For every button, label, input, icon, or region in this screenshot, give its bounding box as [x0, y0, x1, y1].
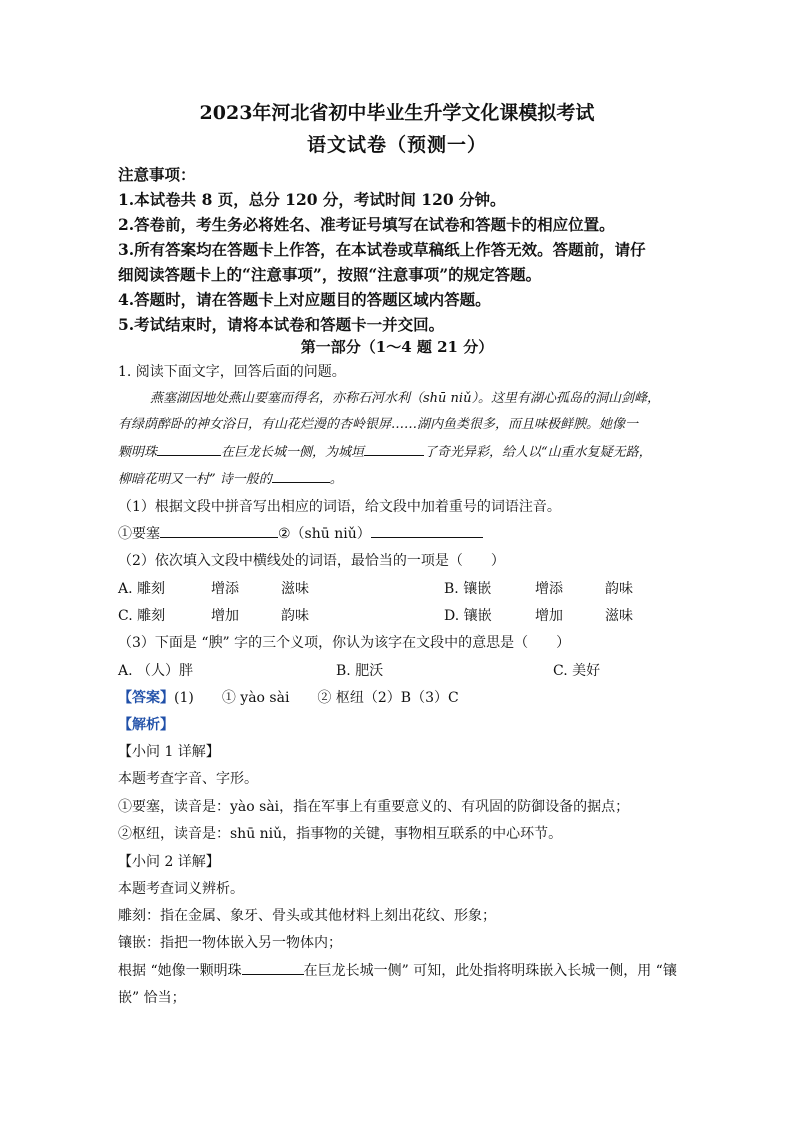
option-item: B. 肥沃 — [336, 663, 384, 679]
answer-line — [118, 687, 459, 707]
analysis-text: 嵌” 恰当； — [118, 990, 186, 1006]
option-word: 滋味 — [605, 608, 633, 624]
detail-heading: 【小问 2 详解】 — [118, 854, 220, 870]
option-word: 韵味 — [281, 608, 309, 624]
notice-item: 5.考试结束时，请将本试卷和答题卡一并交回。 — [118, 315, 445, 334]
notice-item: 4.答题时，请在答题卡上对应题目的答题区域内答题。 — [118, 290, 491, 309]
passage-line: 燕塞湖因地处燕山要塞而得名，亦称石河水利（shū niǔ）。这里有湖心孤岛的洞山剑峰， — [150, 391, 660, 406]
option-label: D. 镶嵌 — [444, 608, 492, 624]
option-word: 增加 — [535, 608, 563, 624]
sub-question-1: （1）根据文段中拼音写出相应的词语，给文段中加着重号的词语注音。 — [118, 499, 561, 515]
notice-item: 2.答卷前，考生务必将姓名、准考证号填写在试卷和答题卡的相应位置。 — [118, 215, 615, 234]
passage-line: 颗明珠 在巨龙长城一侧，为城垣 了奇光异彩，给人以“山重水复疑无路， — [118, 441, 652, 460]
option-word: 滋味 — [281, 581, 309, 597]
sub-question-1-blanks: ①要塞 ②（shū niǔ） — [118, 523, 483, 543]
answer-text: (1) ① yào sài ② 枢纽（2）B（3）C — [174, 690, 459, 706]
analysis-label: 【解析】 — [118, 717, 174, 733]
option-word: 增添 — [211, 581, 239, 597]
option-item: C. 美好 — [553, 663, 601, 679]
option-item: A. （人）胖 — [118, 663, 194, 679]
detail-heading: 【小问 1 详解】 — [118, 744, 220, 760]
part-heading: 第一部分（1～4 题 21 分） — [300, 338, 494, 356]
notice-heading: 注意事项： — [118, 165, 196, 184]
option-label: B. 镶嵌 — [444, 581, 492, 597]
analysis-text: 雕刻：指在金属、象牙、骨头或其他材料上刻出花纹、形象； — [118, 908, 496, 924]
option-word: 增添 — [535, 581, 563, 597]
notice-item: 细阅读答题卡上的“注意事项”，按照“注意事项”的规定答题。 — [118, 265, 542, 284]
exam-title: 2023年河北省初中毕业生升学文化课模拟考试 — [199, 102, 595, 124]
exam-subtitle: 语文试卷（预测一） — [306, 134, 487, 156]
passage-line: 柳暗花明又一村” 诗一般的 。 — [118, 468, 343, 487]
option-label: C. 雕刻 — [118, 608, 166, 624]
notice-item: 1.本试卷共 8 页，总分 120 分，考试时间 120 分钟。 — [118, 190, 506, 209]
analysis-text: 根据 “她像一颗明珠 在巨龙长城一侧” 可知，此处指将明珠嵌入长城一侧，用 “镶 — [118, 960, 677, 980]
analysis-text: 本题考查字音、字形。 — [118, 771, 258, 787]
notice-item: 3.所有答案均在答题卡上作答，在本试卷或草稿纸上作答无效。答题前，请仔 — [118, 240, 646, 259]
answer-label: 【答案】 — [118, 690, 174, 706]
option-word: 增加 — [211, 608, 239, 624]
sub-question-2: （2）依次填入文段中横线处的词语，最恰当的一项是（ ） — [118, 553, 505, 569]
analysis-text: 镶嵌：指把一物体嵌入另一物体内； — [118, 935, 342, 951]
option-label: A. 雕刻 — [118, 581, 166, 597]
analysis-text: ②枢纽，读音是：shū niǔ，指事物的关键，事物相互联系的中心环节。 — [118, 826, 563, 842]
analysis-text: 本题考查词义辨析。 — [118, 881, 244, 897]
sub-question-3: （3）下面是 “腴” 字的三个义项，你认为该字在文段中的意思是（ ） — [118, 635, 571, 651]
passage-line: 有绿荫醉卧的神女浴日，有山花烂漫的杏岭银屏……湖内鱼类很多，而且味极鲜腴。她像一 — [118, 417, 639, 432]
option-word: 韵味 — [605, 581, 633, 597]
analysis-text: ①要塞，读音是：yào sài，指在军事上有重要意义的、有巩固的防御设备的据点； — [118, 799, 630, 815]
question-prompt: 1. 阅读下面文字，回答后面的问题。 — [118, 364, 346, 380]
